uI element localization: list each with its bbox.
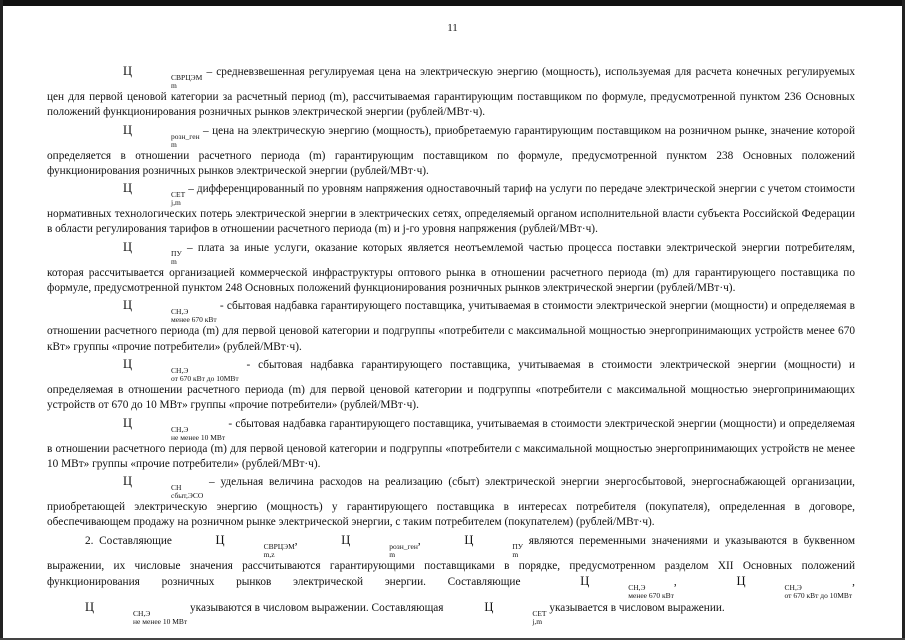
formula-symbol: Ц СВРЦЭМ m — [123, 64, 203, 90]
formula-symbol: Ц СВРЦЭМ m,z — [215, 532, 295, 559]
definition-paragraph — [47, 240, 855, 297]
formula-symbol: Ц розн_ген m — [123, 122, 200, 149]
formula-symbol: Ц СН сбыт,ЭСО — [123, 474, 204, 501]
formula-symbol: Ц СН,Э от 670 кВт до 10МВт — [736, 574, 853, 601]
document-body — [47, 64, 855, 628]
definition-text: – удельная величина расходов на реализацию (сбыт) электрической энергии энергосбытовой, энергоснабжающей организации, приобретающей электрическую энергию (мощность) у гарантирующего поставщика в интересах потребителя (покупателя), определенная в договоре, обеспечивающем продажу на розничном рынке электрической энергии, с таким потребителем (покупателем) (рублей/МВт·ч). — [47, 476, 855, 529]
scan-border-left — [0, 0, 3, 640]
formula-symbol: Ц СН,Э не менее 10 МВт — [85, 600, 188, 627]
section-2-paragraph: 2. Составляющие Ц СВРЦЭМ m,z , Ц розн_ген m , Ц ПУ m являются переменными значениями и указываются в буквенном выражении, их числовые значения рассчитываются гарантирующими поставщиками в порядке, предусмотренном разделом XII Основных положений функционирования розничных рынков электрической энергии. Составляющие Ц СН,Э менее 670 кВт , Ц СН,Э от 670 кВт до 10МВт , Ц СН,Э не менее 10 МВт указываются в числовом выражении. Составляющая Ц СЕТ j,m указывается в числовом выражении. — [47, 532, 855, 627]
definition-paragraph — [47, 298, 855, 355]
definition-text: – цена на электрическую энергию (мощность), приобретаемую гарантирующим поставщиком на розничном рынке, значение которой определяется в отношении расчетного периода (m) гарантирующим поставщиком по формуле, предусмотренной пунктом 238 Основных положений функционирования розничных рынков электрической энергии (рублей/МВт·ч). — [47, 124, 855, 177]
formula-symbol: Ц СН,Э менее 670 кВт — [580, 574, 674, 601]
definition-paragraph — [47, 357, 855, 414]
formula-symbol: Ц СН,Э не менее 10 МВт — [123, 415, 226, 442]
page-number: 11 — [447, 22, 458, 34]
formula-symbol: Ц ПУ m — [464, 532, 524, 559]
scan-border-top — [0, 0, 905, 6]
definition-text: - сбытовая надбавка гарантирующего поставщика, учитываемая в стоимости электрической энергии (мощности) и определяемая в отношении расчетного периода (m) для первой ценовой категории и подгруппы «потребители с максимальной мощностью энергопринимающих устройств не менее 10 МВт» группы «прочие потребители» (рублей/МВт·ч). — [47, 417, 855, 470]
definition-text: – средневзвешенная регулируемая цена на электрическую энергию (мощность), используемая для расчета конечных регулируемых цен для первой ценовой категории за расчетный период (m), рассчитываемая гарантирующим поставщиком по формуле, предусмотренной пунктом 236 Основных положений функционирования розничных рынков электрической энергии (рублей/МВт·ч). — [47, 66, 855, 119]
formula-symbol: Ц ПУ m — [123, 239, 182, 266]
definition-paragraph — [47, 123, 855, 180]
definition-text: - сбытовая надбавка гарантирующего поставщика, учитываемая в стоимости электрической энергии (мощности) и определяемая в отношении расчетного периода (m) для первой ценовой категории и подгруппы «потребители с максимальной мощностью энергопринимающих устройств менее 670 кВт» группы «прочие потребители» (рублей/МВт·ч). — [47, 300, 855, 353]
definition-paragraph — [47, 181, 855, 238]
definition-text: – плата за иные услуги, оказание которых является неотъемлемой частью процесса поставки электрической энергии потребителям, которая рассчитывается организацией коммерческой инфраструктуры оптового рынка в отношении расчетного периода (m) для гарантирующего поставщика по формуле, предусмотренной пунктом 248 Основных положений функционирования розничных рынков электрической энергии (рублей/МВт·ч). — [47, 241, 855, 295]
formula-symbol: Ц СЕТ j,m — [123, 181, 186, 208]
definition-text: – дифференцированный по уровням напряжения одноставочный тариф на услуги по передаче электрической энергии с учетом стоимости нормативных технологических потерь электрической энергии в электрических сетях, определяемый органом исполнительной власти субъекта Российской Федерации в области регулирования тарифов в отношении расчетного периода (m) и j-го уровня напряжения (рублей/МВт·ч). — [47, 183, 855, 236]
formula-symbol: Ц СЕТ j,m — [484, 600, 547, 627]
definition-paragraph — [47, 474, 855, 531]
definition-text: - сбытовая надбавка гарантирующего поставщика, учитываемая в стоимости электрической энергии (мощности) и определяемая в отношении расчетного периода (m) для первой ценовой категории и подгруппы «потребители с максимальной мощностью энергопринимающих устройств от 670 до 10 МВт» группы «прочие потребители» (рублей/МВт·ч). — [47, 358, 855, 412]
definition-paragraph — [47, 416, 855, 473]
formula-symbol: Ц СН,Э менее 670 кВт — [123, 298, 217, 325]
formula-symbol: Ц СН,Э от 670 кВт до 10МВт — [123, 356, 239, 383]
definition-paragraph — [47, 64, 855, 121]
formula-symbol: Ц розн_ген m — [341, 532, 418, 559]
